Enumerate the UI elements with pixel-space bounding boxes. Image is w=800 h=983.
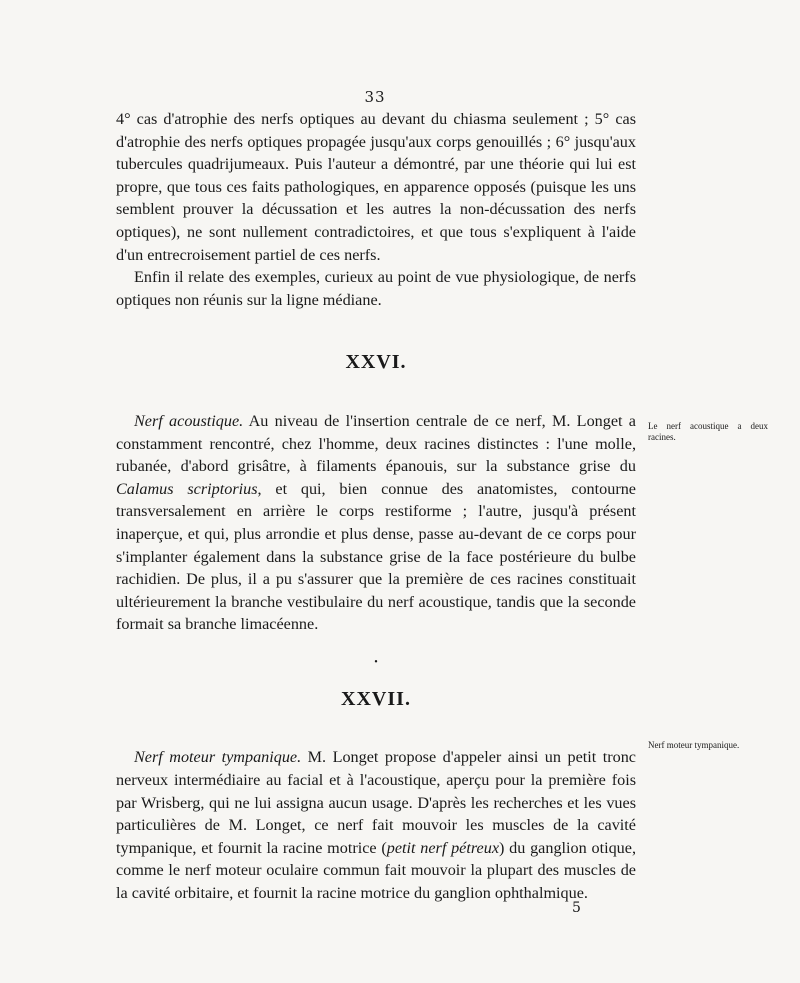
signature-mark: 5: [572, 900, 581, 916]
lead-tympanic: Nerf moteur tympanique.: [134, 748, 302, 767]
paragraph-optic-examples: Enfin il relate des exemples, curieux au point de vue physiologique, de nerfs optiques non réunis sur la ligne médiane.: [116, 268, 636, 309]
main-text-column: [116, 108, 636, 905]
italic-calamus: Calamus scriptorius: [116, 479, 258, 498]
italic-petreux: petit nerf pétreux: [386, 838, 500, 857]
paragraph-acoustic-nerve: [116, 410, 636, 636]
acoustic-text-1: Au niveau de l'insertion centrale de ce nerf, M. Longet a constamment rencontré, chez l'homme, deux racines distinctes : l'une molle, rubanée, d'abord grisâtre, à filaments épanouis, sur la substance grise du: [116, 411, 636, 476]
lead-acoustic: Nerf acoustique.: [134, 411, 244, 430]
tympanic-text-2: ) du ganglion otique, comme le nerf moteur oculaire commun fait mouvoir la plupart des muscles de la cavité orbitaire, et fournit la racine motrice du ganglion ophthalmique.: [116, 838, 636, 903]
ornament-dot: •: [374, 656, 378, 668]
tympanic-text-1: M. Longet propose d'appeler ainsi un petit tronc nerveux intermédiaire au facial et à l'acoustique, aperçu pour la première fois par Wrisberg, qui ne lui assigna aucun usage. D'après les recherches et les vues particulières de M. Longet, ce nerf fait mouvoir les muscles de la cavité tympanique, et fournit la racine motrice (: [116, 748, 636, 857]
paragraph-optic-atrophy: 4° cas d'atrophie des nerfs optiques au devant du chiasma seulement ; 5° cas d'atrophie des nerfs optiques propagée jusqu'aux corps genouillés ; 6° jusqu'aux tubercules quadrijumeaux. Puis l'auteur a démontré, par une théorie qui lui est propre, que tous ces faits pathologiques, en apparence opposés (puisque les uns semblent prouver la décussation et les autres la non-décussation des nerfs optiques), ne sont nullement contradictoires, et que tous s'expliquent à l'aide d'un entrecroisement partiel de ces nerfs.: [116, 110, 636, 264]
margin-note-acoustic: Le nerf acoustique a deux racines.: [648, 421, 768, 442]
page-number: 33: [364, 88, 386, 106]
paragraph-tympanic-nerve: [116, 746, 636, 904]
section-heading-xxvii: XXVII.: [341, 687, 411, 710]
acoustic-text-2: , et qui, bien connue des anatomistes, contourne transversalement en arrière le corps restiforme ; l'autre, jusqu'à présent inaperçue, et qui, plus arrondie et plus dense, passe au-devant de ce corps pour s'implanter également dans la substance grise de la face postérieure du bulbe rachidien. De plus, il a pu s'assurer que la première de ces racines constituait ultérieurement la branche vestibulaire du nerf acoustique, tandis que la seconde formait sa branche limacéenne.: [116, 479, 636, 634]
margin-note-tympanic: Nerf moteur tympanique.: [648, 740, 740, 750]
section-heading-xxvi: XXVI.: [345, 351, 407, 374]
